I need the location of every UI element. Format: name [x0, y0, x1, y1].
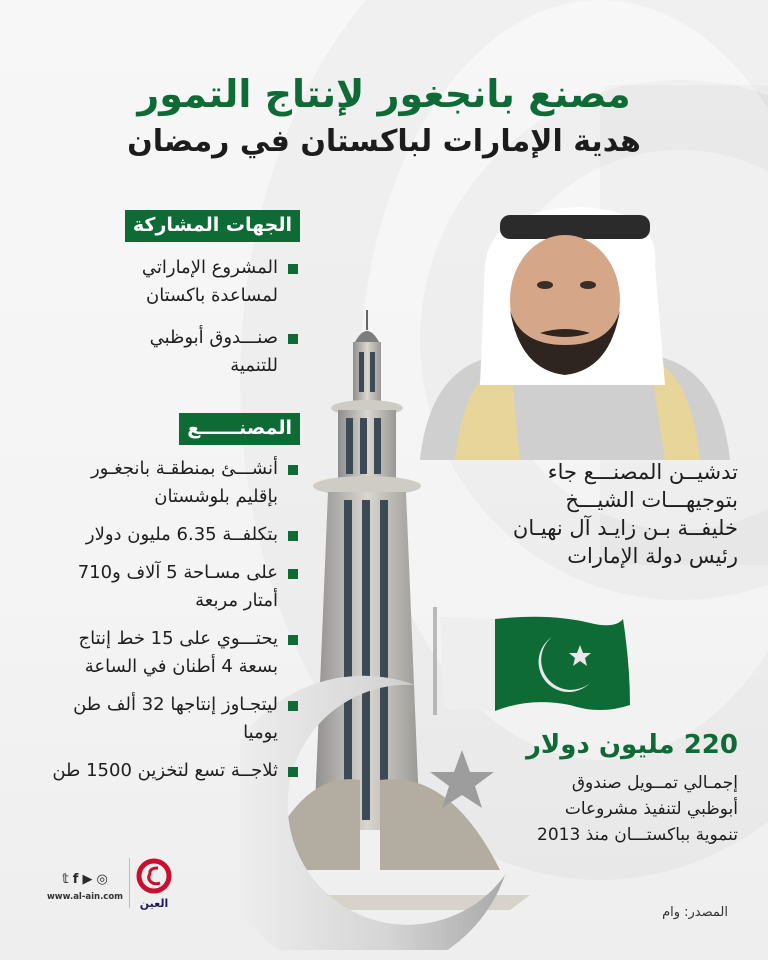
bullet-square-icon [288, 635, 298, 645]
funding-description: إجمـالي تمــويل صندوق أبوظبي لتنفيذ مشروعات تنموية بباكستـــان منذ 2013 [537, 773, 738, 845]
funding-amount: 220 مليون دولار [525, 730, 738, 760]
list-item: صنـــدوق أبوظبي للتنمية [100, 324, 300, 380]
list-item: ليتجـاوز إنتاجها 32 ألف طن يوميا [45, 691, 300, 747]
al-ain-logo-text: العين [139, 897, 169, 910]
sheikh-portrait [410, 195, 740, 460]
list-item: بتكلفــة 6.35 مليون دولار [45, 521, 300, 549]
bullet-square-icon [288, 465, 298, 475]
al-ain-logo [134, 858, 174, 910]
list-item: يحتـــوي على 15 خط إنتاج بسعة 4 أطنان في الساعة [45, 625, 300, 681]
factory-list [20, 455, 300, 785]
list-item: أنشـــئ بمنطقـة بانجغـور بإقليم بلوشستان [45, 455, 300, 511]
participants-section [20, 210, 300, 380]
bullet-square-icon [288, 701, 298, 711]
website-link[interactable]: www.al-ain.com [46, 892, 124, 902]
pakistan-flag-icon [430, 605, 640, 715]
list-item: المشروع الإماراتي لمساعدة باكستان [100, 254, 300, 310]
bullet-square-icon [288, 569, 298, 579]
social-links [40, 872, 130, 902]
bullet-square-icon [288, 334, 298, 344]
bullet-square-icon [288, 264, 298, 274]
bullet-square-icon [288, 531, 298, 541]
twitter-icon[interactable]: 𝕥 [62, 872, 69, 887]
inauguration-text: تدشيــن المصنـــع جاء بتوجيهـــات الشيـــخ خليفــة بـن زايـد آل نهيـان رئيس دولة الإمارات [512, 460, 738, 568]
list-item: ثلاجــة تسع لتخزين 1500 طن [45, 757, 300, 785]
page-title: مصنع بانجغور لإنتاج التمور [137, 72, 631, 116]
source-credit: المصدر: وام [662, 905, 728, 920]
facebook-icon[interactable]: f [72, 872, 79, 887]
al-ain-logo-icon [134, 858, 174, 894]
list-item: على مسـاحة 5 آلاف و710 أمتار مربعة [45, 559, 300, 615]
footer-divider [129, 858, 130, 908]
youtube-icon[interactable]: ▶ [82, 872, 93, 887]
instagram-icon[interactable]: ◎ [96, 872, 108, 887]
factory-section [20, 413, 300, 785]
participants-heading: الجهات المشاركة [125, 210, 300, 242]
bullet-square-icon [288, 767, 298, 777]
participants-list [20, 254, 300, 380]
page-subtitle: هدية الإمارات لباكستان في رمضان [127, 124, 641, 159]
factory-heading: المصنــــــع [179, 413, 300, 445]
